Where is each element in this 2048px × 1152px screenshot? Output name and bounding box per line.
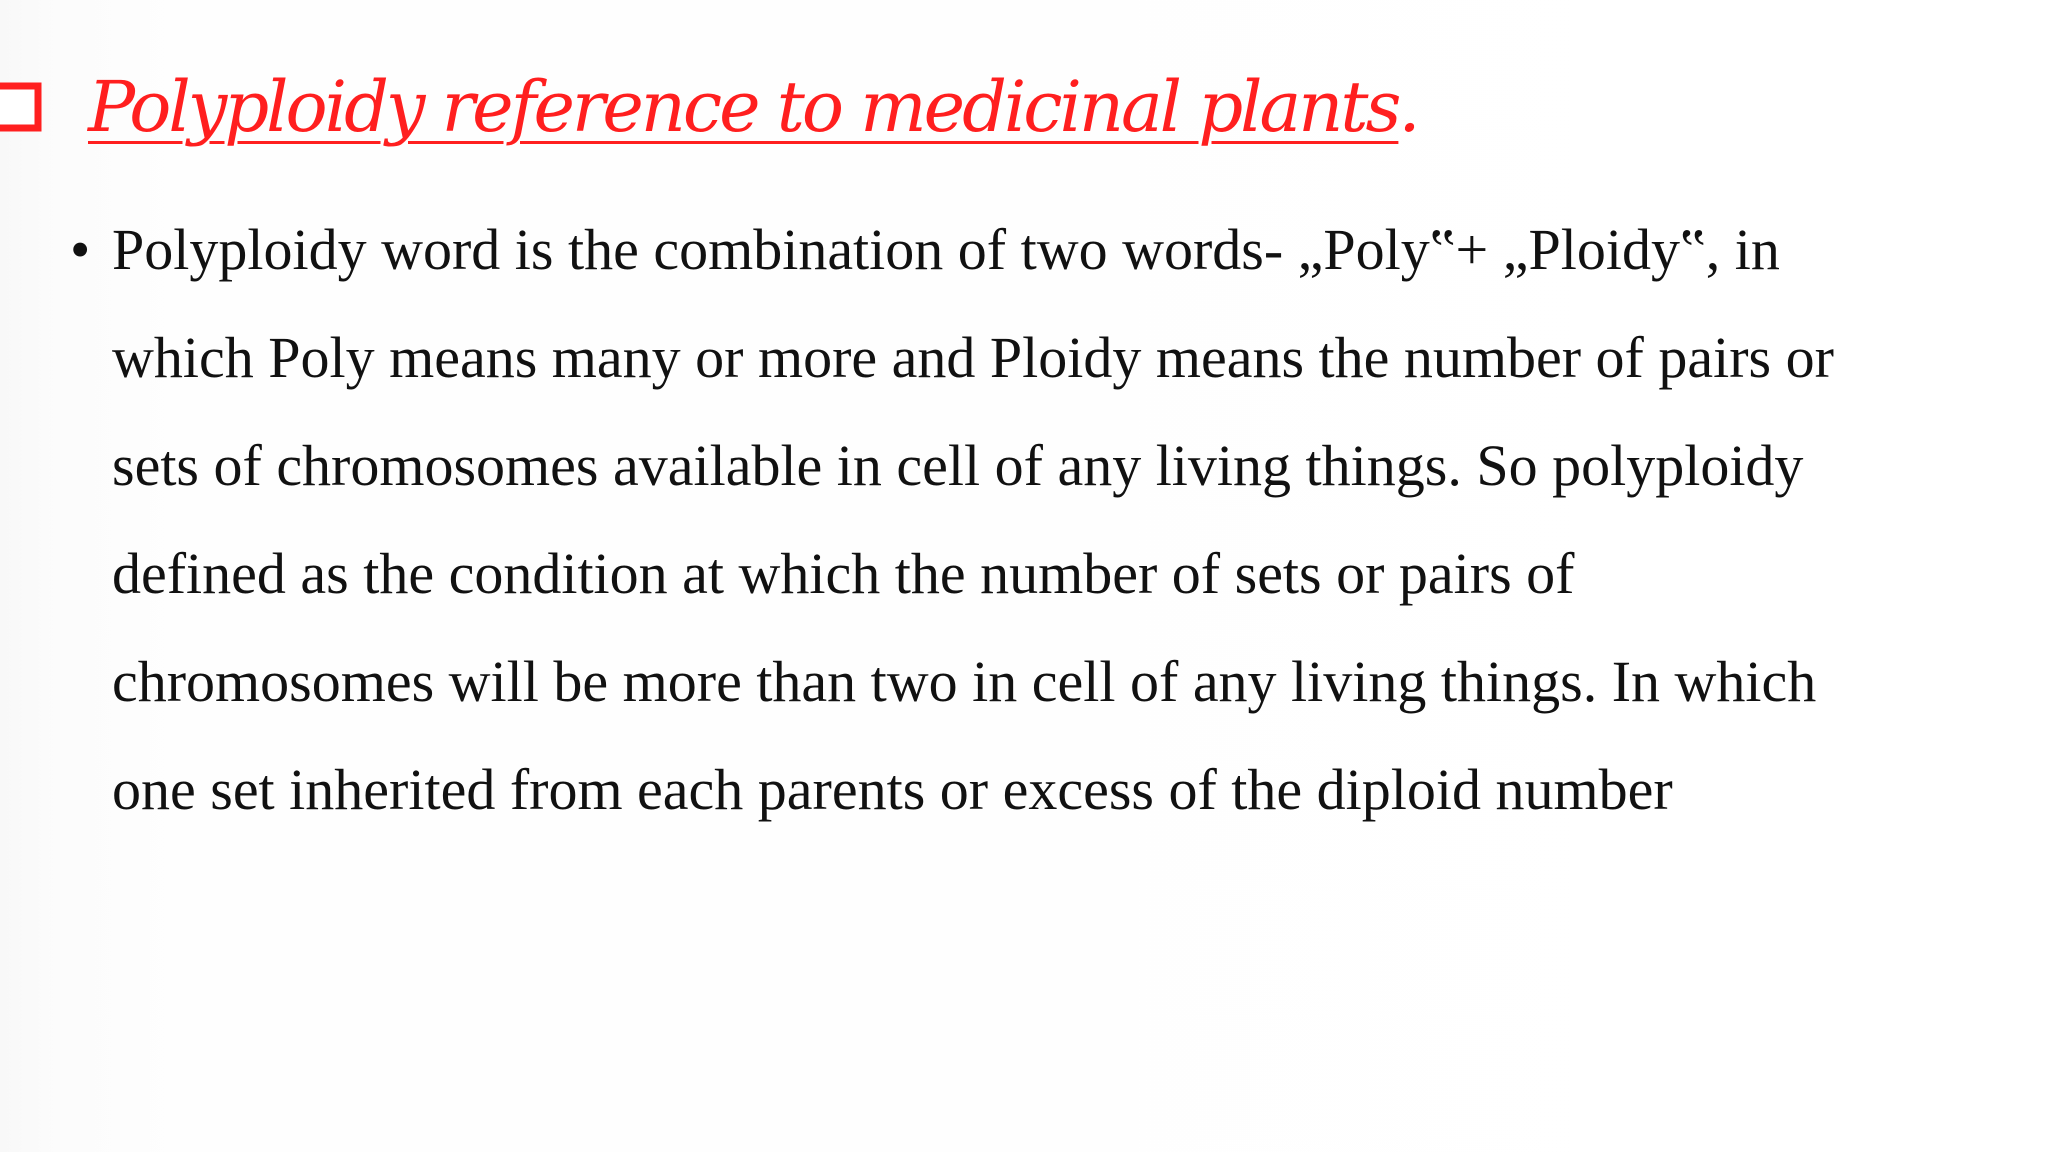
- paragraph-line: sets of chromosomes available in cell of any living things. So polyploidy: [112, 433, 1804, 498]
- slide-title: [88, 66, 1418, 148]
- slide-title-text: Polyploidy reference to medicinal plants: [88, 66, 1399, 148]
- paragraph-line: Polyploidy word is the combination of two words- „Poly‟+ „Ploidy‟, in: [112, 217, 1780, 282]
- paragraph-line: one set inherited from each parents or excess of the diploid number: [112, 757, 1673, 822]
- bullet-paragraph: [112, 196, 1982, 844]
- paragraph-line: chromosomes will be more than two in cell of any living things. In which: [112, 649, 1817, 714]
- checkbox-square-icon: [0, 80, 44, 134]
- paragraph-line: which Poly means many or more and Ploidy means the number of pairs or: [112, 325, 1834, 390]
- slide-title-period: .: [1398, 66, 1418, 148]
- paragraph-line: defined as the condition at which the number of sets or pairs of: [112, 541, 1575, 606]
- bullet-marker: •: [70, 217, 91, 282]
